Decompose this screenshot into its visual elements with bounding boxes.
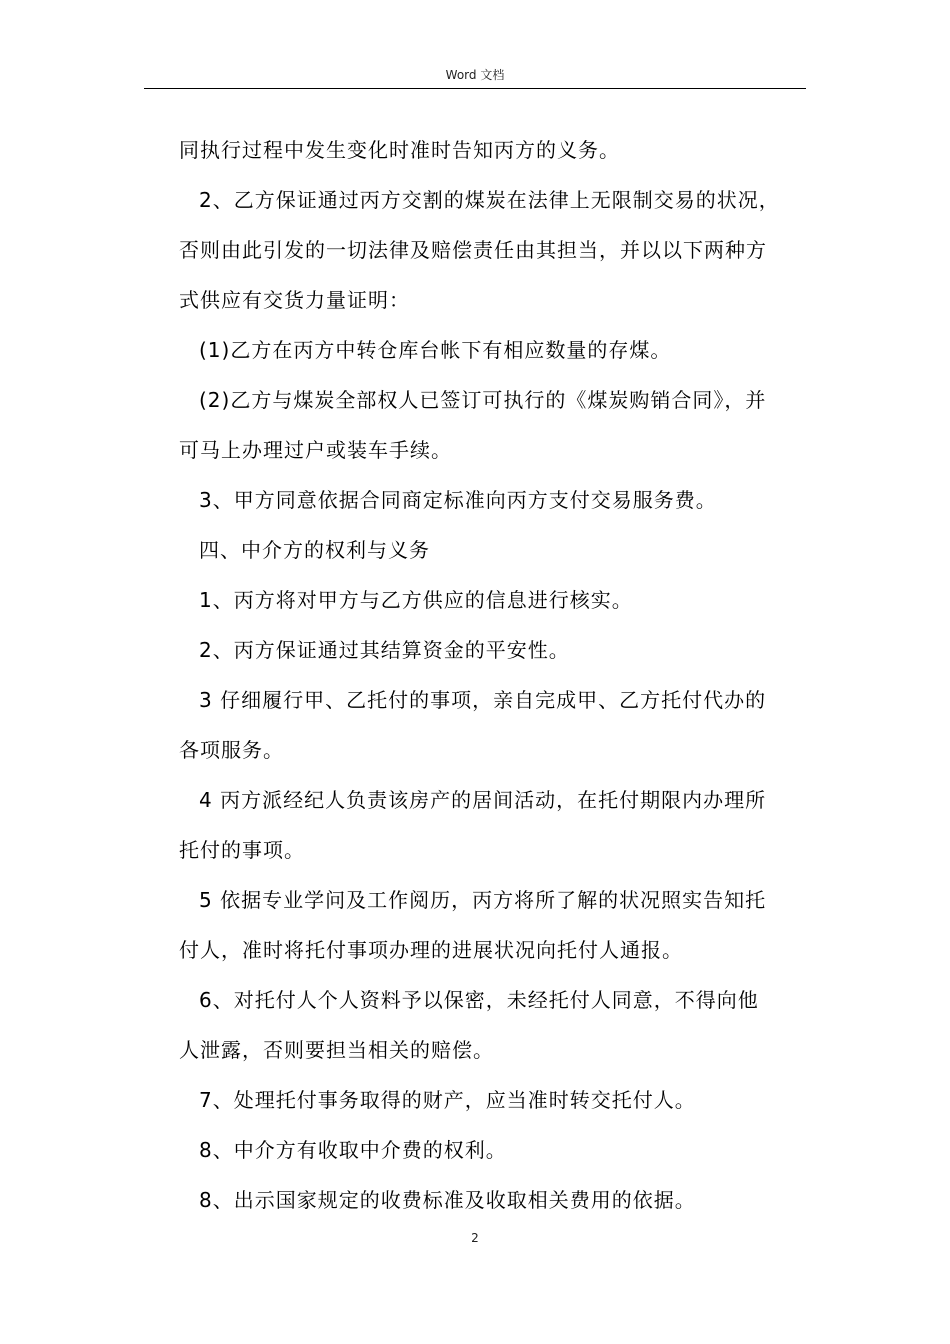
- text-line: 2、丙方保证通过其结算资金的平安性。: [199, 638, 570, 662]
- page-header: Word 文档: [445, 68, 505, 82]
- text-line: 式供应有交货力量证明：: [179, 288, 410, 312]
- text-line: 7、处理托付事务取得的财产，应当准时转交托付人。: [199, 1088, 696, 1112]
- document-body: [179, 125, 803, 1225]
- text-line: 5 依据专业学问及工作阅历，丙方将所了解的状况照实告知托: [199, 888, 767, 912]
- text-line: 3、甲方同意依据合同商定标准向丙方支付交易服务费。: [199, 488, 717, 512]
- text-line: 同执行过程中发生变化时准时告知丙方的义务。: [179, 138, 620, 162]
- text-line: 付人，准时将托付事项办理的进展状况向托付人通报。: [179, 938, 683, 962]
- text-line: 可马上办理过户或装车手续。: [179, 438, 452, 462]
- text-line: 1、丙方将对甲方与乙方供应的信息进行核实。: [199, 588, 633, 612]
- text-line: 3 仔细履行甲、乙托付的事项，亲自完成甲、乙方托付代办的: [199, 688, 767, 712]
- text-line: (2)乙方与煤炭全部权人已签订可执行的《煤炭购销合同》，并: [199, 388, 767, 412]
- text-line: 8、中介方有收取中介费的权利。: [199, 1138, 507, 1162]
- text-line: 人泄露，否则要担当相关的赔偿。: [179, 1038, 494, 1062]
- header-divider: [144, 88, 806, 89]
- text-line: 6、对托付人个人资料予以保密，未经托付人同意，不得向他: [199, 988, 759, 1012]
- text-line: 4 丙方派经纪人负责该房产的居间活动，在托付期限内办理所: [199, 788, 767, 812]
- text-line: (1)乙方在丙方中转仓库台帐下有相应数量的存煤。: [199, 338, 672, 362]
- text-line: 8、出示国家规定的收费标准及收取相关费用的依据。: [199, 1188, 696, 1212]
- text-line: 四、中介方的权利与义务: [199, 538, 430, 562]
- text-line: 各项服务。: [179, 738, 284, 762]
- page-number: 2: [471, 1231, 479, 1245]
- text-line: 托付的事项。: [179, 838, 305, 862]
- text-line: 2、乙方保证通过丙方交割的煤炭在法律上无限制交易的状况，: [199, 188, 780, 212]
- text-line: 否则由此引发的一切法律及赔偿责任由其担当，并以以下两种方: [179, 238, 767, 262]
